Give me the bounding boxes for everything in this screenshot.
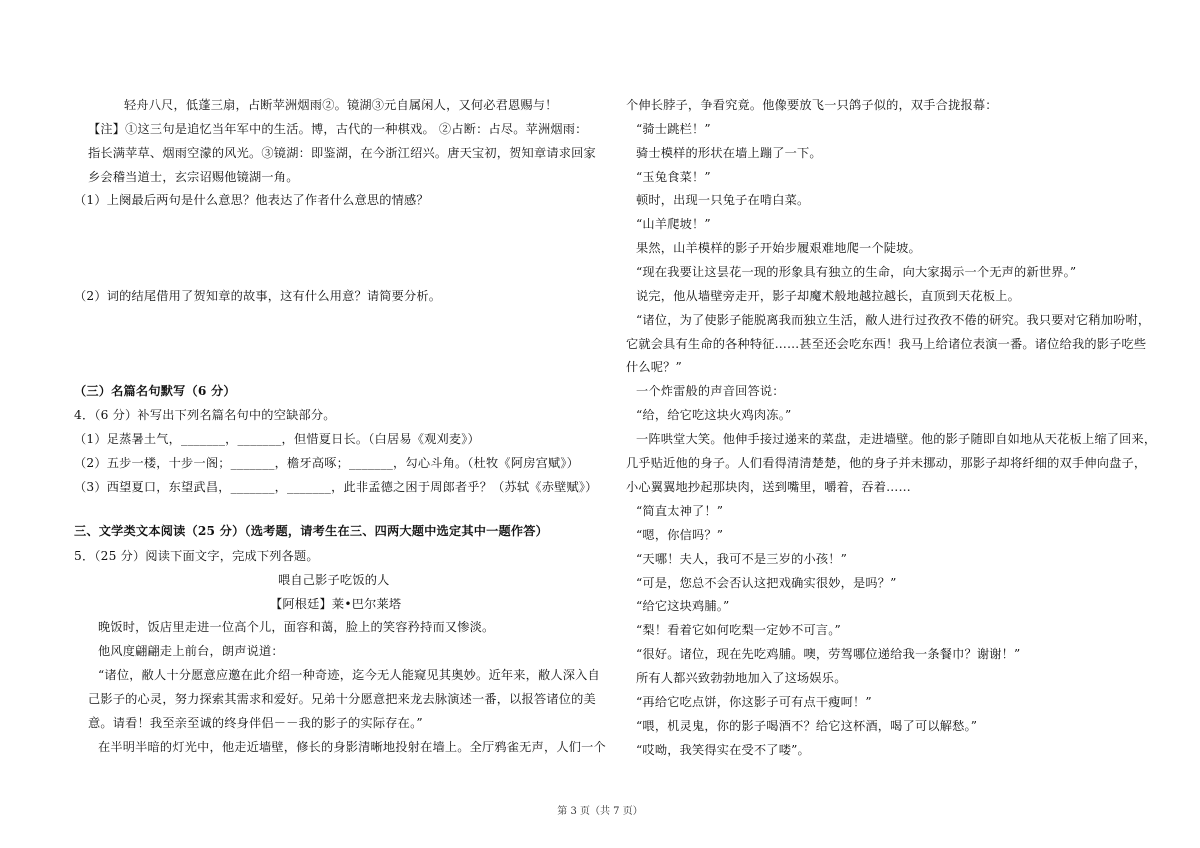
text-line: “再给它吃点饼，你这影子可有点干瘦呵！” — [636, 695, 872, 709]
text-line: “可是，您总不会否认这把戏确实很妙，是吗？” — [636, 576, 897, 590]
text-line: （1）足蒸暑土气，_______，_______，但惜夏日长。（白居易《观刈麦》） — [74, 432, 480, 446]
text-line: 指长满苹草、烟雨空濛的风光。③镜湖：即鉴湖，在今浙江绍兴。唐天宝初，贺知章请求回家 — [88, 146, 596, 160]
text-line: “现在我要让这昙花一现的形象具有独立的生命，向大家揭示一个无声的新世界。” — [636, 265, 1077, 279]
text-line: “天哪！夫人，我可不是三岁的小孩！” — [636, 552, 848, 566]
text-line: 几乎贴近他的身子。人们看得清清楚楚，他的身子并未挪动，那影子却将纤细的双手伸向盘子， — [626, 456, 1147, 470]
text-line: 三、文学类文本阅读（25 分）（选考题，请考生在三、四两大题中选定其中一题作答） — [74, 524, 549, 538]
text-line: “玉兔食菜！” — [636, 170, 711, 184]
text-line: （1）上阕最后两句是什么意思？他表达了作者什么意思的情感？ — [74, 193, 429, 207]
text-line: “诸位，为了使影子能脱离我而独立生活，敝人进行过孜孜不倦的研究。我只要对它稍加吩咐， — [636, 313, 1151, 327]
text-line: “诸位，敝人十分愿意应邀在此介绍一种奇迹，迄今无人能窥见其奥妙。近年来，敝人深入自 — [98, 668, 600, 682]
text-line: “骑士跳栏！” — [636, 122, 711, 136]
text-line: 顿时，出现一只兔子在啃白菜。 — [636, 193, 810, 207]
page-number: 第 3 页（共 7 页） — [557, 806, 643, 817]
text-line: 在半明半暗的灯光中，他走近墙壁，修长的身影清晰地投射在墙上。全厅鸦雀无声，人们一个 — [98, 740, 606, 754]
text-line: （三）名篇名句默写（6 分） — [74, 384, 236, 398]
text-line: 一阵哄堂大笑。他伸手接过递来的菜盘，走进墙壁。他的影子随即自如地从天花板上缩了回来， — [636, 432, 1157, 446]
text-line: 【注】①这三句是追忆当年军中的生活。博，古代的一种棋戏。 ②占断：占尽。苹洲烟雨： — [88, 122, 588, 136]
text-line: 个伸长脖子，争看究竟。他像要放飞一只鸽子似的，双手合拢报幕： — [626, 98, 998, 112]
text-line: 己影子的心灵，努力探索其需求和爱好。兄弟十分愿意把来龙去脉演述一番，以报答诸位的美 — [88, 692, 596, 706]
text-line: （2）词的结尾借用了贺知章的故事，这有什么用意？请简要分析。 — [74, 289, 442, 303]
text-line: “简直太神了！” — [636, 504, 724, 518]
text-line: “很好。诸位，现在先吃鸡脯。噢，劳驾哪位递给我一条餐巾？谢谢！” — [636, 647, 1021, 661]
text-line: 它就会具有生命的各种特征……甚至还会吃东西！我马上给诸位表演一番。诸位给我的影子吃些 — [626, 337, 1147, 351]
text-line: 所有人都兴致勃勃地加入了这场娱乐。 — [636, 671, 847, 685]
text-line: “哎呦，我笑得实在受不了喽”。 — [636, 743, 810, 757]
text-line: 晚饭时，饭店里走进一位高个儿，面容和蔼，脸上的笑容矜持而又惨淡。 — [98, 620, 495, 634]
text-line: 【阿根廷】莱•巴尔莱塔 — [270, 597, 402, 611]
text-line: 5．（25 分）阅读下面文字，完成下列各题。 — [74, 549, 319, 563]
text-line: 说完，他从墙壁旁走开，影子却魔术般地越拉越长，直顶到天花板上。 — [636, 289, 1021, 303]
text-line: 骑士模样的形状在墙上蹦了一下。 — [636, 146, 822, 160]
text-line: 4．（6 分）补写出下列名篇名句中的空缺部分。 — [74, 408, 336, 422]
text-line: 意。请看！我至亲至诚的终身伴侣－－我的影子的实际存在。” — [88, 716, 423, 730]
text-line: “给它这块鸡脯。” — [636, 599, 730, 613]
text-line: 乡会稽当道士，玄宗诏赐他镜湖一角。 — [88, 170, 299, 184]
text-line: “梨！看着它如何吃梨一定妙不可言。” — [636, 623, 841, 637]
text-line: 果然，山羊模样的影子开始步履艰难地爬一个陡坡。 — [636, 241, 921, 255]
text-line: 他风度翩翩走上前台，朗声说道： — [98, 644, 284, 658]
text-line: （2）五步一楼，十步一阁；_______，檐牙高啄；_______，勾心斗角。（杜牧《阿房宫赋》） — [74, 456, 580, 470]
text-line: “给，给它吃这块火鸡肉冻。” — [636, 408, 792, 422]
text-line: 什么呢？” — [626, 360, 682, 374]
text-line: “喂，机灵鬼，你的影子喝酒不？给它这杯酒，喝了可以解愁。” — [636, 719, 978, 733]
text-line: 轻舟八尺，低蓬三扇，占断苹洲烟雨②。镜湖③元自属闲人，又何必君恩赐与！ — [124, 98, 558, 112]
text-line: 小心翼翼地抄起那块肉，送到嘴里，嚼着，吞着…… — [626, 480, 911, 494]
text-line: 喂自己影子吃饭的人 — [278, 573, 390, 587]
text-line: 一个炸雷般的声音回答说： — [636, 384, 785, 398]
text-line: “山羊爬坡！” — [636, 217, 711, 231]
text-line: “嗯，你信吗？” — [636, 528, 724, 542]
text-line: （3）西望夏口，东望武昌，_______，_______，此非孟德之困于周郎者乎？（苏轼《赤壁赋》） — [74, 480, 598, 494]
